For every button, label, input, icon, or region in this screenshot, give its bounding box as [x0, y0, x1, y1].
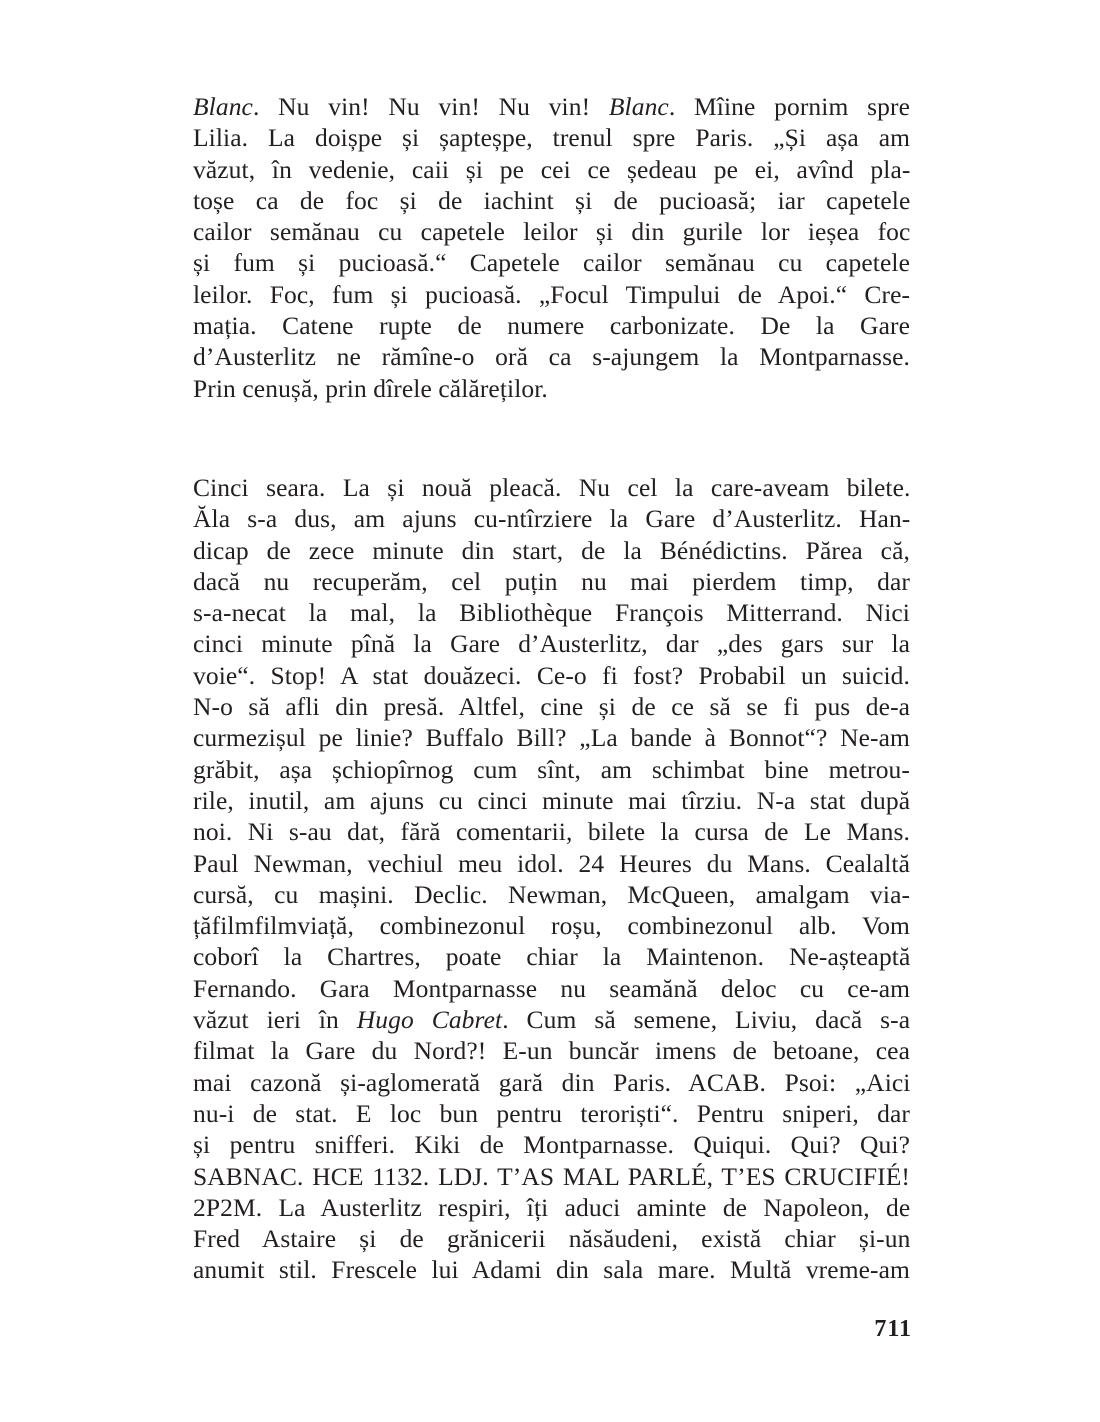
text-run: cailor semănau cu capetele leilor și din gurile lor ieșea foc — [193, 217, 911, 247]
text-line — [193, 1192, 910, 1223]
text-run: și pentru snifferi. Kiki de Montparnasse. Quiqui. Qui? Qui? — [193, 1130, 910, 1160]
text-line — [193, 310, 910, 341]
italic-text: Blanc — [608, 92, 669, 121]
text-run: coborî la Chartres, poate chiar la Maintenon. Ne-așteaptă — [193, 942, 911, 972]
text-line — [193, 1035, 910, 1066]
text-run: noi. Ni s-au dat, fără comentarii, bilete la cursa de Le Mans. — [193, 817, 910, 847]
text-line — [193, 1129, 910, 1160]
text-run: Paul Newman, vechiul meu idol. 24 Heures du Mans. Cealaltă — [193, 848, 910, 878]
text-line — [193, 1223, 910, 1254]
text-run: dacă nu recuperăm, cel puțin nu mai pierdem timp, dar — [193, 566, 910, 596]
paragraph-1 — [193, 91, 910, 404]
italic-text: Blanc — [193, 92, 253, 121]
text-line — [193, 1161, 910, 1192]
text-line — [193, 216, 910, 247]
text-run: voie“. Stop! A stat douăzeci. Ce-o fi fost? Probabil un suicid. — [193, 660, 910, 690]
text-line — [193, 1254, 910, 1285]
text-line — [193, 754, 910, 785]
text-line — [193, 154, 910, 185]
text-line — [193, 722, 910, 753]
text-run: văzut ieri în — [193, 1005, 357, 1035]
text-run: s-a-necat la mal, la Bibliothèque François Mitterrand. Nici — [193, 598, 910, 628]
text-run: Prin cenușă, prin dîrele călăreților. — [193, 373, 548, 403]
text-run: toșe ca de foc și de iachint și de pucioasă; iar capetele — [193, 185, 911, 215]
text-run: anumit stil. Frescele lui Adami din sala mare. Multă vreme-am — [193, 1255, 910, 1285]
page-number: 711 — [874, 1316, 912, 1342]
text-line — [193, 941, 910, 972]
text-run: văzut, în vedenie, caii și pe cei ce ședeau pe ei, avînd pla- — [193, 154, 911, 184]
text-line — [193, 503, 910, 534]
text-run: SABNAC. HCE 1132. LDJ. T’AS MAL PARLÉ, T’ES CRUCIFIÉ! — [193, 1161, 910, 1191]
text-line — [193, 628, 910, 659]
text-run: Fred Astaire și de grănicerii năsăudeni, există chiar și-un — [193, 1224, 911, 1254]
text-line — [193, 566, 910, 597]
text-line — [193, 879, 910, 910]
text-run: Lilia. La doișpe și șapteșpe, trenul spre Paris. „Și așa am — [193, 123, 911, 153]
text-run: cursă, cu mașini. Declic. Newman, McQueen, amalgam via- — [193, 879, 911, 909]
text-run: curmezișul pe linie? Buffalo Bill? „La bande à Bonnot“? Ne-am — [193, 723, 910, 753]
text-run: Fernando. Gara Montparnasse nu seamănă deloc cu ce-am — [193, 973, 911, 1003]
text-run: 2P2M. La Austerlitz respiri, îți aduci aminte de Napoleon, de — [193, 1192, 911, 1222]
text-run: mai cazonă și-aglomerată gară din Paris. ACAB. Psoi: „Aici — [193, 1067, 911, 1097]
paragraph-2 — [193, 472, 910, 1286]
text-run: Cinci seara. La și nouă pleacă. Nu cel la care-aveam bilete. — [193, 473, 911, 502]
text-run: și fum și pucioasă.“ Capetele cailor semănau cu capetele — [193, 248, 910, 278]
text-run: leilor. Foc, fum și pucioasă. „Focul Timpului de Apoi.“ Cre- — [193, 279, 911, 309]
text-line — [193, 185, 910, 216]
text-run: grăbit, așa șchiopîrnog cum sînt, am schimbat bine metrou- — [193, 754, 910, 784]
text-run: N-o să afli din presă. Altfel, cine și de ce să se fi pus de-a — [193, 692, 911, 722]
text-run: . Mîine pornim spre — [668, 92, 910, 121]
text-run: Ăla s-a dus, am ajuns cu-ntîrziere la Gare d’Austerlitz. Han- — [193, 504, 911, 534]
text-run: țăfilmfilmviață, combinezonul roșu, combinezonul alb. Vom — [193, 911, 910, 941]
text-line — [193, 373, 910, 404]
text-run: cinci minute pînă la Gare d’Austerlitz, dar „des gars sur la — [193, 629, 911, 659]
text-line — [193, 691, 910, 722]
italic-text: Hugo Cabret — [356, 1005, 503, 1035]
text-line — [193, 1004, 910, 1035]
text-line — [193, 1098, 910, 1129]
text-line — [193, 785, 910, 816]
text-run: nu-i de stat. E loc bun pentru teroriști“. Pentru sniperi, dar — [193, 1098, 910, 1128]
text-line — [193, 472, 910, 503]
text-line — [193, 848, 910, 879]
text-run: mația. Catene rupte de numere carbonizate. De la Gare — [193, 311, 910, 341]
text-run: d’Austerlitz ne rămîne-o oră ca s-ajungem la Montparnasse. — [193, 342, 910, 372]
text-line — [193, 341, 910, 372]
text-line — [193, 122, 910, 153]
text-line — [193, 910, 910, 941]
text-run: rile, inutil, am ajuns cu cinci minute mai tîrziu. N-a stat după — [193, 785, 911, 815]
text-line — [193, 597, 910, 628]
text-line — [193, 247, 910, 278]
text-line — [193, 1067, 910, 1098]
text-line — [193, 973, 910, 1004]
text-line — [193, 91, 910, 122]
text-line — [193, 660, 910, 691]
text-line — [193, 279, 910, 310]
text-line — [193, 535, 910, 566]
text-run: . Nu vin! Nu vin! Nu vin! — [252, 92, 609, 121]
text-run: . Cum să semene, Liviu, dacă s-a — [502, 1005, 911, 1035]
text-run: filmat la Gare du Nord?! E-un buncăr imens de betoane, cea — [193, 1036, 910, 1066]
text-line — [193, 816, 910, 847]
text-run: dicap de zece minute din start, de la Bénédictins. Părea că, — [193, 535, 910, 565]
